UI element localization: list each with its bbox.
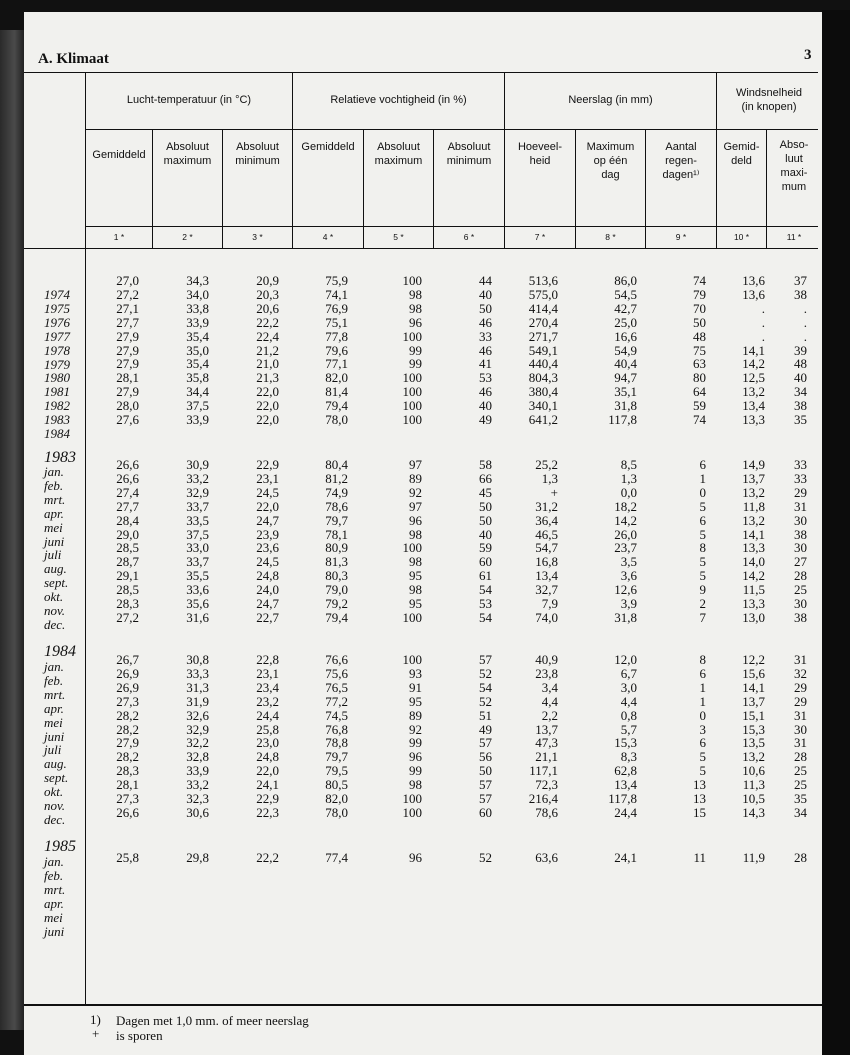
group-header-rule <box>85 129 818 130</box>
col-values-9: 8 6 1 1 0 3 6 5 5 13 13 15 <box>693 652 706 820</box>
col-value-10: 11,9 <box>742 850 765 865</box>
col-values-3: 22,8 23,1 23,4 23,2 24,4 25,8 23,0 24,8 22,0 24,1 22,9 22,3 <box>256 652 279 820</box>
col-values-5: 100 98 98 96 100 99 99 100 100 100 100 <box>402 273 422 428</box>
col-values-8: 12,0 6,7 3,0 4,4 0,8 5,7 15,3 8,3 62,8 13,4 117,8 24,4 <box>608 652 637 820</box>
col-values-3: 20,9 20,3 20,6 22,2 22,4 21,2 21,0 21,3 22,0 22,0 22,0 <box>256 273 279 428</box>
col-values-8: 8,5 1,3 0,0 18,2 14,2 26,0 23,7 3,5 3,6 12,6 3,9 31,8 <box>614 457 637 625</box>
col-values-11: 37 38 . . . 39 48 40 34 38 35 <box>794 273 807 428</box>
col-value-5: 96 <box>409 850 422 865</box>
month-labels-1985: jan. feb. mrt. apr. mei juni <box>44 854 66 939</box>
col-values-1: 26,6 26,6 27,4 27,7 28,4 29,0 28,5 28,7 29,1 28,5 28,3 27,2 <box>116 457 139 625</box>
group-header-humidity: Relatieve vochtigheid (in %) <box>330 94 467 106</box>
footnote-1-text: Dagen met 1,0 mm. of meer neerslag <box>116 1013 309 1028</box>
month-labels-1983: jan. feb. mrt. apr. mei juni juli aug. sept. okt. nov. dec. <box>44 464 69 632</box>
group-header-rainfall: Neerslag (in mm) <box>568 94 653 106</box>
col-values-6: 44 40 50 46 33 46 41 53 46 40 49 <box>479 273 492 428</box>
col-number-2: 2 * <box>182 232 193 242</box>
section-title: A. Klimaat <box>38 51 109 67</box>
col-values-11: 33 33 29 31 30 38 30 27 28 25 30 38 <box>794 457 807 625</box>
col-value-11: 28 <box>794 850 807 865</box>
col-header-6: Absoluut minimum <box>446 141 492 167</box>
col-header-7: Hoeveel- heid <box>517 141 563 167</box>
col-header-4: Gemiddeld <box>301 141 355 153</box>
col-value-4: 77,4 <box>325 850 348 865</box>
header-bottom-rule <box>24 248 818 249</box>
col-values-4: 80,4 81,2 74,9 78,6 79,7 78,1 80,9 81,3 80,3 79,0 79,2 79,4 <box>325 457 348 625</box>
col-header-8: Maximum op één dag <box>586 141 635 181</box>
col-header-10: Gemid- deld <box>723 141 760 167</box>
col-value-3: 22,2 <box>256 850 279 865</box>
year-labels: 1974 1975 1976 1977 1978 1979 1980 1981 1982 1983 1984 <box>44 287 70 442</box>
col-number-6: 6 * <box>463 232 475 242</box>
col-number-9: 9 * <box>675 232 687 242</box>
col-values-1: 27,0 27,2 27,1 27,7 27,9 27,9 27,9 28,1 27,9 28,0 27,6 <box>116 273 139 428</box>
col-value-8: 24,1 <box>614 850 637 865</box>
col-values-7: 40,9 23,8 3,4 4,4 2,2 13,7 47,3 21,1 117,1 72,3 216,4 78,6 <box>528 652 558 820</box>
col-values-10: 12,2 15,6 14,1 13,7 15,1 15,3 13,5 13,2 10,6 11,3 10,5 14,3 <box>742 652 765 820</box>
col-number-4: 4 * <box>322 232 334 242</box>
col-header-1: Gemiddeld <box>92 149 146 161</box>
col-values-10: 13,6 13,6 . . . 14,1 14,2 12,5 13,2 13,4 13,3 <box>742 273 765 428</box>
table-bottom-rule <box>24 1004 822 1006</box>
page-number: 3 <box>804 47 812 63</box>
footnote-2-marker: + <box>92 1026 100 1041</box>
col-values-5: 100 93 91 95 89 92 99 96 99 98 100 100 <box>402 652 422 820</box>
col-header-5: Absoluut maximum <box>374 141 423 167</box>
col-value-7: 63,6 <box>535 850 558 865</box>
col-values-4: 76,6 75,6 76,5 77,2 74,5 76,8 78,8 79,7 79,5 80,5 82,0 78,0 <box>325 652 348 820</box>
table-top-rule <box>24 72 818 73</box>
col-values-10: 14,9 13,7 13,2 11,8 13,2 14,1 13,3 14,0 14,2 11,5 13,3 13,0 <box>742 457 765 625</box>
group-header-temperature: Lucht-temperatuur (in °C) <box>126 94 252 106</box>
col-values-2: 30,8 33,3 31,3 31,9 32,6 32,9 32,2 32,8 33,9 33,2 32,3 30,6 <box>186 652 209 820</box>
col-values-9: 6 1 0 5 6 5 8 5 5 9 2 7 <box>699 457 706 625</box>
col-values-1: 26,7 26,9 26,9 27,3 28,2 28,2 27,9 28,2 28,3 28,1 27,3 26,6 <box>116 652 139 820</box>
col-value-2: 29,8 <box>186 850 209 865</box>
page-edge-shadow <box>822 10 850 1055</box>
col-number-11: 11 * <box>786 232 802 242</box>
col-value-6: 52 <box>479 850 492 865</box>
footnote-2-text: is sporen <box>116 1028 163 1043</box>
col-number-10: 10 * <box>733 232 750 242</box>
col-number-3: 3 * <box>252 232 263 242</box>
stub-column-rule <box>85 72 86 1004</box>
book-spine <box>0 30 24 1030</box>
month-labels-1984: jan. feb. mrt. apr. mei juni juli aug. sept. okt. nov. dec. <box>44 659 69 827</box>
col-number-1: 1 * <box>113 232 125 242</box>
col-values-2: 30,9 33,2 32,9 33,7 33,5 37,5 33,0 33,7 35,5 33,6 35,6 31,6 <box>186 457 209 625</box>
col-value-1: 25,8 <box>116 850 139 865</box>
col-number-7: 7 * <box>534 232 546 242</box>
footnote-1-marker: 1) <box>90 1012 101 1027</box>
block-year-1984: 1984 <box>44 643 76 660</box>
col-number-8: 8 * <box>605 232 616 242</box>
col-header-11: Abso- luut maxi- mum <box>779 139 809 193</box>
block-year-1985: 1985 <box>44 838 76 855</box>
col-values-5: 97 89 92 97 96 98 100 98 95 98 95 100 <box>402 457 422 625</box>
col-values-4: 75,9 74,1 76,9 75,1 77,8 79,6 77,1 82,0 81,4 79,4 78,0 <box>325 273 348 428</box>
block-year-1983: 1983 <box>44 449 76 466</box>
col-values-11: 31 32 29 29 31 30 31 28 25 25 35 34 <box>794 652 807 820</box>
col-header-9: Aantal regen- dagen¹⁾ <box>662 141 700 181</box>
group-header-wind: Windsnelheid (in knopen) <box>735 87 803 113</box>
col-values-7: 25,2 1,3 + 31,2 36,4 46,5 54,7 16,8 13,4 32,7 7,9 74,0 <box>535 457 558 625</box>
col-number-5: 5 * <box>393 232 404 242</box>
col-header-3: Absoluut minimum <box>235 141 280 167</box>
col-values-2: 34,3 34,0 33,8 33,9 35,4 35,0 35,4 35,8 34,4 37,5 33,9 <box>186 273 209 428</box>
col-values-6: 57 52 54 52 51 49 57 56 50 57 57 60 <box>479 652 492 820</box>
col-values-3: 22,9 23,1 24,5 22,0 24,7 23,9 23,6 24,5 24,8 24,0 24,7 22,7 <box>256 457 279 625</box>
col-values-6: 58 66 45 50 50 40 59 60 61 54 53 54 <box>479 457 492 625</box>
col-header-2: Absoluut maximum <box>163 141 212 167</box>
col-values-7: 513,6 575,0 414,4 270,4 271,7 549,1 440,4 804,3 380,4 340,1 641,2 <box>528 273 558 428</box>
col-value-9: 11 <box>693 850 706 865</box>
col-values-8: 86,0 54,5 42,7 25,0 16,6 54,9 40,4 94,7 35,1 31,8 117,8 <box>608 273 637 428</box>
col-values-9: 74 79 70 50 48 75 63 80 64 59 74 <box>693 273 706 428</box>
column-label-rule <box>85 226 818 227</box>
